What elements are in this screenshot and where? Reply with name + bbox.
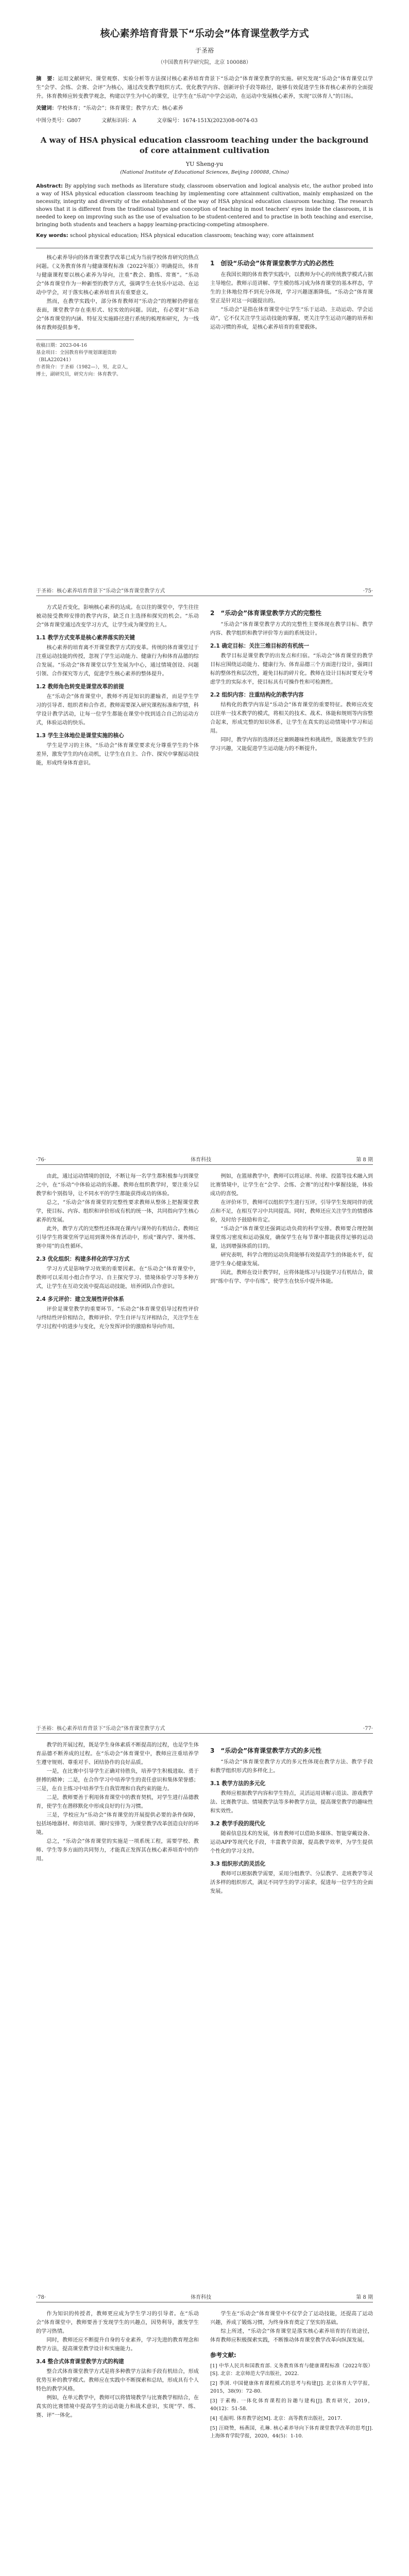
paragraph: 教师应根据教学内容和学生特点，灵活运用讲解示范法、游戏教学法、比赛教学法、情境教学法等多种教学方法，提高课堂教学的趣味性和实效性。 <box>210 1791 373 1814</box>
abstract-en-text: By applying such methods as literature study, classroom observation and logical analysis etc, the author probed into a way of HSA physical education classroom teaching by implementing core attainment cultivation, mainly emphasized on the necessity, integrity and diversity of the establishment of the way of HSA physical education classroom teaching. The research shows that it is different from the traditional type and conception of teaching in most teachers' eyes inside the classroom, it is needed to keep on improving such as the use of evaluation to be student-centered and to practise in both teaching and exercise, bringing both students and teachers a happy learning-practicing-competing atmosphere. <box>36 183 373 228</box>
paragraph: 此外，教学方式的完整性还体现在课内与课外的有机结合。教师应引导学生将课堂所学运用到课外体育活动中，形成“课内学、课外练、赛中用”的良性循环。 <box>36 1226 199 1249</box>
section-heading: 3 “乐动会”体育课堂教学方式的多元性 <box>210 1747 322 1754</box>
reference-item: [4] 毛振明. 体育教学论[M]. 北京：高等教育出版社，2017. <box>210 2416 342 2421</box>
running-header <box>36 1156 373 1165</box>
subsection-heading: 1.2 教师角色转变是课堂改革的前提 <box>36 684 124 690</box>
abstract-en-label: Abstract: <box>36 183 63 189</box>
english-title: A way of HSA physical education classroom teaching under the background of core attainment cultivation <box>40 135 369 155</box>
footnote <box>36 340 134 378</box>
paragraph: 一是，在比赛中引导学生正确对待胜负，培养学生积极进取、勇于拼搏的精神；二是，在合作学习中培养学生的责任意识和集体荣誉感；三是，在自主练习中培养学生自我管理和自我约束的能力。 <box>36 1769 199 1792</box>
subsection-heading: 3.4 整合式体育课堂教学方式的构建 <box>36 2359 124 2365</box>
issue-number: 第 8 期 <box>356 2295 373 2300</box>
paragraph: “乐动会”体育课堂还强调运动负荷的科学安排。教师要合理控制课堂练习密度和运动强度，确保学生在每节课中都能获得足够的运动量，达到增强体质的目的。 <box>210 1226 373 1249</box>
column-left <box>36 2310 199 2442</box>
subsection-heading: 3.2 教学手段的现代化 <box>210 1821 266 1827</box>
paragraph: 结构化的教学内容是“乐动会”体育课堂的重要特征。教师应改变以往单一技术教学的模式，将相关的技术、战术、体能和规则等内容整合起来，形成完整的知识体系，让学生在真实的运动情境中学习和运用。 <box>210 702 373 734</box>
subsection-heading: 3.1 教学方法的多元化 <box>210 1781 266 1787</box>
abstract-cn <box>36 75 373 101</box>
keywords-label: 关键词： <box>36 106 57 111</box>
paragraph: 学生在“乐动会”体育课堂中不仅学会了运动技能，还提高了运动兴趣，养成了锻炼习惯，为终身体育奠定了坚实的基础。 <box>210 2311 373 2326</box>
paragraph: 综上所述，“乐动会”体育课堂是落实核心素养培育的有效途径，体育教师应积极探索实践，不断推动体育课堂教学改革向纵深发展。 <box>210 2329 373 2343</box>
doc-code: 文献标识码：A <box>101 118 137 124</box>
paragraph: 评价是课堂教学的重要环节。“乐动会”体育课堂倡导过程性评价与终结性评价相结合，教师评价、学生自评与互评相结合，关注学生在学习过程中的进步与变化，充分发挥评价的激励和导向作用。 <box>36 1307 199 1330</box>
author-name: 于圣裕 <box>195 47 214 54</box>
paragraph: 学生是学习的主体，“乐动会”体育课堂要求充分尊重学生的个体差异，激发学生的内在动机，让学生在自主、合作、探究中掌握运动技能，形成终身体育意识。 <box>36 743 199 766</box>
paragraph: 总之，“乐动会”体育课堂的实施是一项系统工程，需要学校、教师、学生等多方面的共同努力，才能真正发挥其在核心素养培育中的作用。 <box>36 1839 199 1862</box>
reference-item: [1] 中华人民共和国教育部. 义务教育体育与健康课程标准（2022年版）[S]. 北京：北京师范大学出版社，2022. <box>210 2363 373 2377</box>
subsection-heading: 3.3 组织形式的灵活化 <box>210 1861 266 1867</box>
page-3 <box>0 1142 409 1711</box>
journal-name: 体育科技 <box>191 1157 212 1163</box>
column-right <box>210 2310 373 2442</box>
journal-name: 体育科技 <box>191 2295 212 2300</box>
english-author: YU Sheng-yu <box>185 161 224 167</box>
english-affiliation: (National Institute of Educational Sciences, Beijing 100088, China) <box>120 170 289 175</box>
subsection-heading: 2.1 确定目标：关注三维目标的有机统一 <box>210 643 309 649</box>
subsection-heading: 1.3 学生主体地位是课堂实施的核心 <box>36 733 124 739</box>
paragraph: 教师可以根据教学需要，采用分组教学、分层教学、走班教学等灵活多样的组织形式，满足不同学生的学习需求，促进每一位学生的全面发展。 <box>210 1871 373 1894</box>
page-1 <box>0 0 409 573</box>
abstract-label: 摘 要： <box>36 76 58 82</box>
footnote-author: 作者简介：于圣裕（1982—），男，北京人，博士，副研究员，研究方向：体育教学。 <box>36 364 131 377</box>
paragraph: 例如，在篮球教学中，教师可以将运球、传球、投篮等技术融入到比赛情境中，让学生在“会学、会练、会赛”的过程中掌握技能，体验成功的喜悦。 <box>210 1174 373 1197</box>
abstract-en <box>36 182 373 229</box>
subsection-heading: 2.4 多元评价：建立发展性评价体系 <box>36 1296 124 1302</box>
paper-title: 核心素养培育背景下“乐动会”体育课堂教学方式 <box>100 28 309 39</box>
body-columns <box>36 1172 373 1331</box>
column-left <box>36 603 199 768</box>
clc-number: 中图分类号：G807 <box>36 118 81 124</box>
paragraph: 例如，在单元教学中，教师可以将情境教学与比赛教学相结合，在真实的比赛情境中提高学生的运动能力和战术意识，实现“学、练、赛、评”一体化。 <box>36 2395 199 2418</box>
column-right <box>210 1172 373 1331</box>
running-header <box>36 587 373 596</box>
paragraph: 教学的开展过程，既是学生身体素质不断提高的过程，也是学生体育品德不断养成的过程。在“乐动会”体育课堂中，教师应注重培养学生遵守规则、尊重对手、团结协作的良好品质。 <box>36 1742 199 1766</box>
paragraph: 二是，教师要善于利用体育课堂中的教育契机，对学生进行品德教育，使学生在潜移默化中形成良好的行为习惯。 <box>36 1795 199 1809</box>
header-title: 于圣裕：核心素养培育背景下“乐动会”体育课堂教学方式 <box>36 1726 165 1732</box>
abstract-text: 运用文献研究、课堂观察、实验分析等方法探讨核心素养培育背景下“乐动会”体育课堂教学的实施。研究发现“乐动会”体育课堂以学生“会学、会练、会赛、会评”为核心，通过改变教学组织方式、优化教学内容、创新评价手段等路径，能够有效促进学生体育核心素养的全面提升。体育教师应转变教学观念，构建以学生为中心的课堂，让学生在“乐动”中学会运动，在运动中发展核心素养，实现“以体育人”的目标。 <box>36 76 373 99</box>
author-affiliation: （中国教育科学研究院，北京 100088） <box>158 60 251 65</box>
paragraph: 作为知识的传授者，教师更应成为学生学习的引导者。在“乐动会”体育课堂中，教师要善于发现学生的兴趣点，因势利导，激发学生的学习热情。 <box>36 2311 199 2334</box>
body-columns <box>36 2310 373 2442</box>
paragraph: 同时，教学内容的选择还应兼顾趣味性和挑战性，既能激发学生的学习兴趣，又能促进学生运动能力的不断提升。 <box>210 737 373 752</box>
page-number: ·77· <box>363 1726 373 1732</box>
paragraph: 总之，“乐动会”体育课堂的完整性要求教师从整体上把握课堂教学，使目标、内容、组织和评价形成有机的统一体，共同指向学生核心素养的发展。 <box>36 1200 199 1223</box>
paragraph: 随着信息技术的发展，体育教师可以借助多媒体、智能穿戴设备、运动APP等现代化手段，丰富教学资源，提高教学效率，为学生提供个性化的学习支持。 <box>210 1831 373 1854</box>
subsection-heading: 2.2 组织内容：注重结构化的教学内容 <box>210 692 304 698</box>
article-number: 文章编号：1674-151X(2023)08-0074-03 <box>157 118 258 124</box>
paragraph: “乐动会”体育课堂教学方式的完整性主要体现在教学目标、教学内容、教学组织和教学评价等方面的系统设计。 <box>210 622 373 636</box>
header-title: 于圣裕：核心素养培育背景下“乐动会”体育课堂教学方式 <box>36 588 165 594</box>
paragraph: 整合式体育课堂教学方式是将多种教学方法和手段有机结合，形成优势互补的教学模式。教师应在实践中不断探索和总结，形成具有个人特色的教学风格。 <box>36 2369 199 2392</box>
footnote-received: 收稿日期：2023-04-16 <box>36 343 87 348</box>
paragraph: 在评价环节，教师可以组织学生进行互评，引导学生发现同伴的优点和不足，在相互学习中共同提高。同时，教师还应关注学生的情感体验，及时给予鼓励和肯定。 <box>210 1200 373 1223</box>
paragraph: 三是，学校应为“乐动会”体育课堂的开展提供必要的条件保障，包括场地器材、师资培训、课时安排等，为课堂教学改革创造良好的环境。 <box>36 1812 199 1836</box>
paragraph: 方式是否变化，影响核心素养的达成。在以往的课堂中，学生往往被动接受教师安排的教学内容，缺乏自主选择和探究的机会。“乐动会”体育课堂通过改变学习方式，让学生成为课堂的主人。 <box>36 605 199 628</box>
paragraph: 研究表明，科学合理的运动负荷能够有效提高学生的体能水平，促进学生身心健康发展。 <box>210 1252 373 1267</box>
page-2 <box>0 573 409 1142</box>
footnote-fund: 基金项目：全国教育科学规划课题资助（BLA220241） <box>36 350 117 363</box>
subsection-heading: 2.3 优化组织：构建多样化的学习方式 <box>36 1256 130 1262</box>
keywords-en <box>36 232 373 240</box>
column-right <box>210 253 373 378</box>
reference-item: [5] 汪晓赞，杨燕国，孔琳. 核心素养导向下体育课堂教学改革的思考[J]. 上海体育学院学报，2020，44(5)：1-10. <box>210 2426 373 2439</box>
page-number: ·78· <box>36 2295 46 2300</box>
page-number: ·75· <box>363 588 373 594</box>
paragraph: 因此，教师在设计教学时，应将体能练习与技能学习有机结合，做到“练中有学、学中有练”，使学生在快乐中提升体能。 <box>210 1270 373 1284</box>
body-columns <box>36 603 373 768</box>
paragraph: 学习方式是影响学习效果的重要因素。在“乐动会”体育课堂中，教师可以采用小组合作学习、自主探究学习、情境体验学习等多种方式，让学生在互动交流中提高运动技能，培养团队合作意识。 <box>36 1266 199 1290</box>
page-5 <box>0 2280 409 2576</box>
page-4 <box>0 1711 409 2280</box>
section-heading: 2 “乐动会”体育课堂教学方式的完整性 <box>210 609 322 617</box>
column-right <box>210 1741 373 1896</box>
paragraph: “乐动会”体育课堂教学方式的多元性体现在教学方法、教学手段和教学组织形式的多样化上。 <box>210 1759 373 1774</box>
keywords-cn <box>36 104 373 113</box>
body-columns <box>36 1741 373 1896</box>
subsection-heading: 1.1 教学方式变革是核心素养落实的关键 <box>36 635 135 641</box>
article-meta <box>36 116 373 124</box>
paragraph: 核心素养导向的体育课堂教学改革已成为当前学校体育研究的热点问题。《义务教育体育与健康课程标准（2022年版）》明确提出，体育与健康课程要以核心素养为导向，注重“教会、勤练、常赛”。“乐动会”体育课堂作为一种新型的教学方式，强调学生在快乐中运动、在运动中学会，对于落实核心素养培育具有重要意义。 <box>36 255 199 296</box>
column-right <box>210 603 373 768</box>
reference-item: [2] 季浏. 中国健康体育课程模式的思考与构建[J]. 北京体育大学学报，2015，38(9)：72-80. <box>210 2381 373 2394</box>
body-columns <box>36 253 373 378</box>
paragraph: 由此，通过运动情境的创设，不断让每一名学生都积极参与到课堂之中，在“乐动”中体验运动的乐趣。教师在组织教学时，要注重分层教学和个别指导，让不同水平的学生都能获得成功的体验。 <box>36 1174 199 1197</box>
running-header <box>36 2293 373 2302</box>
keywords-en-label: Key words: <box>36 233 69 239</box>
paragraph: 教学目标是课堂教学的出发点和归宿。“乐动会”体育课堂的教学目标应围绕运动能力、健康行为、体育品德三个方面进行设计，强调目标的整体性和层次性，避免目标的碎片化。教师在设计目标时要充分考虑学生的实际水平，使目标具有可操作性和可检测性。 <box>210 653 373 685</box>
paragraph: 核心素养的培育离不开课堂教学方式的变革。传统的体育课堂过于注重运动技能的传授，忽视了学生运动能力、健康行为和体育品德的综合发展。“乐动会”体育课堂以学生发展为中心，通过情境创设、问题引领、合作探究等方式，促进学生核心素养的整体提升。 <box>36 645 199 677</box>
column-left <box>36 253 199 378</box>
issue-number: 第 8 期 <box>356 1157 373 1163</box>
column-left <box>36 1741 199 1896</box>
paragraph: 在我国长期的体育教学实践中，以教师为中心的传统教学模式占据主导地位。教师示范讲解、学生模仿练习成为体育课堂的基本样态，学生的主体地位得不到充分体现，学习兴趣逐渐降低。“乐动会”体育课堂正是针对这一问题提出的。 <box>210 272 373 304</box>
paragraph: 在“乐动会”体育课堂中，教师不再是知识的灌输者，而是学生学习的引导者、组织者和合作者。教师需要深入研究课程标准和学情，科学设计教学活动，让每一位学生都能在课堂中找到适合自己的运动方式，体验运动的快乐。 <box>36 694 199 726</box>
paragraph: “乐动会”是指在体育课堂中让学生“乐于运动、主动运动、学会运动”，它不仅关注学生运动技能的掌握，更关注学生运动兴趣的培养和运动习惯的养成，是核心素养培育的重要载体。 <box>210 307 373 330</box>
reference-item: [3] 于素梅. 一体化体育课程的旨趣与建构[J]. 教育研究，2019，40(12)：51-58. <box>210 2398 373 2412</box>
references-heading: 参考文献: <box>210 2351 236 2359</box>
keywords-en-text: school physical education; HSA physical education classroom; teaching way; core attainment <box>70 233 314 239</box>
keywords-text: 学校体育；“乐动会”；体育课堂；教学方式；核心素养 <box>57 106 183 111</box>
paragraph: 然而，在教学实践中，部分体育教师对“乐动会”的理解仍停留在表面，课堂教学存在重形式、轻实效的问题。因此，有必要对“乐动会”体育课堂的内涵、特征及实施路径进行系统的梳理和研究，为一线体育教师提供参考。 <box>36 299 199 331</box>
section-heading: 1 创设“乐动会”体育课堂教学方式的必然性 <box>210 260 334 267</box>
running-header <box>36 1724 373 1734</box>
page-number: ·76· <box>36 1157 46 1163</box>
column-left <box>36 1172 199 1331</box>
paragraph: 同时，教师还应不断提升自身的专业素养，学习先进的教育理念和教学方法，提高课堂教学设计和实施能力。 <box>36 2337 199 2352</box>
